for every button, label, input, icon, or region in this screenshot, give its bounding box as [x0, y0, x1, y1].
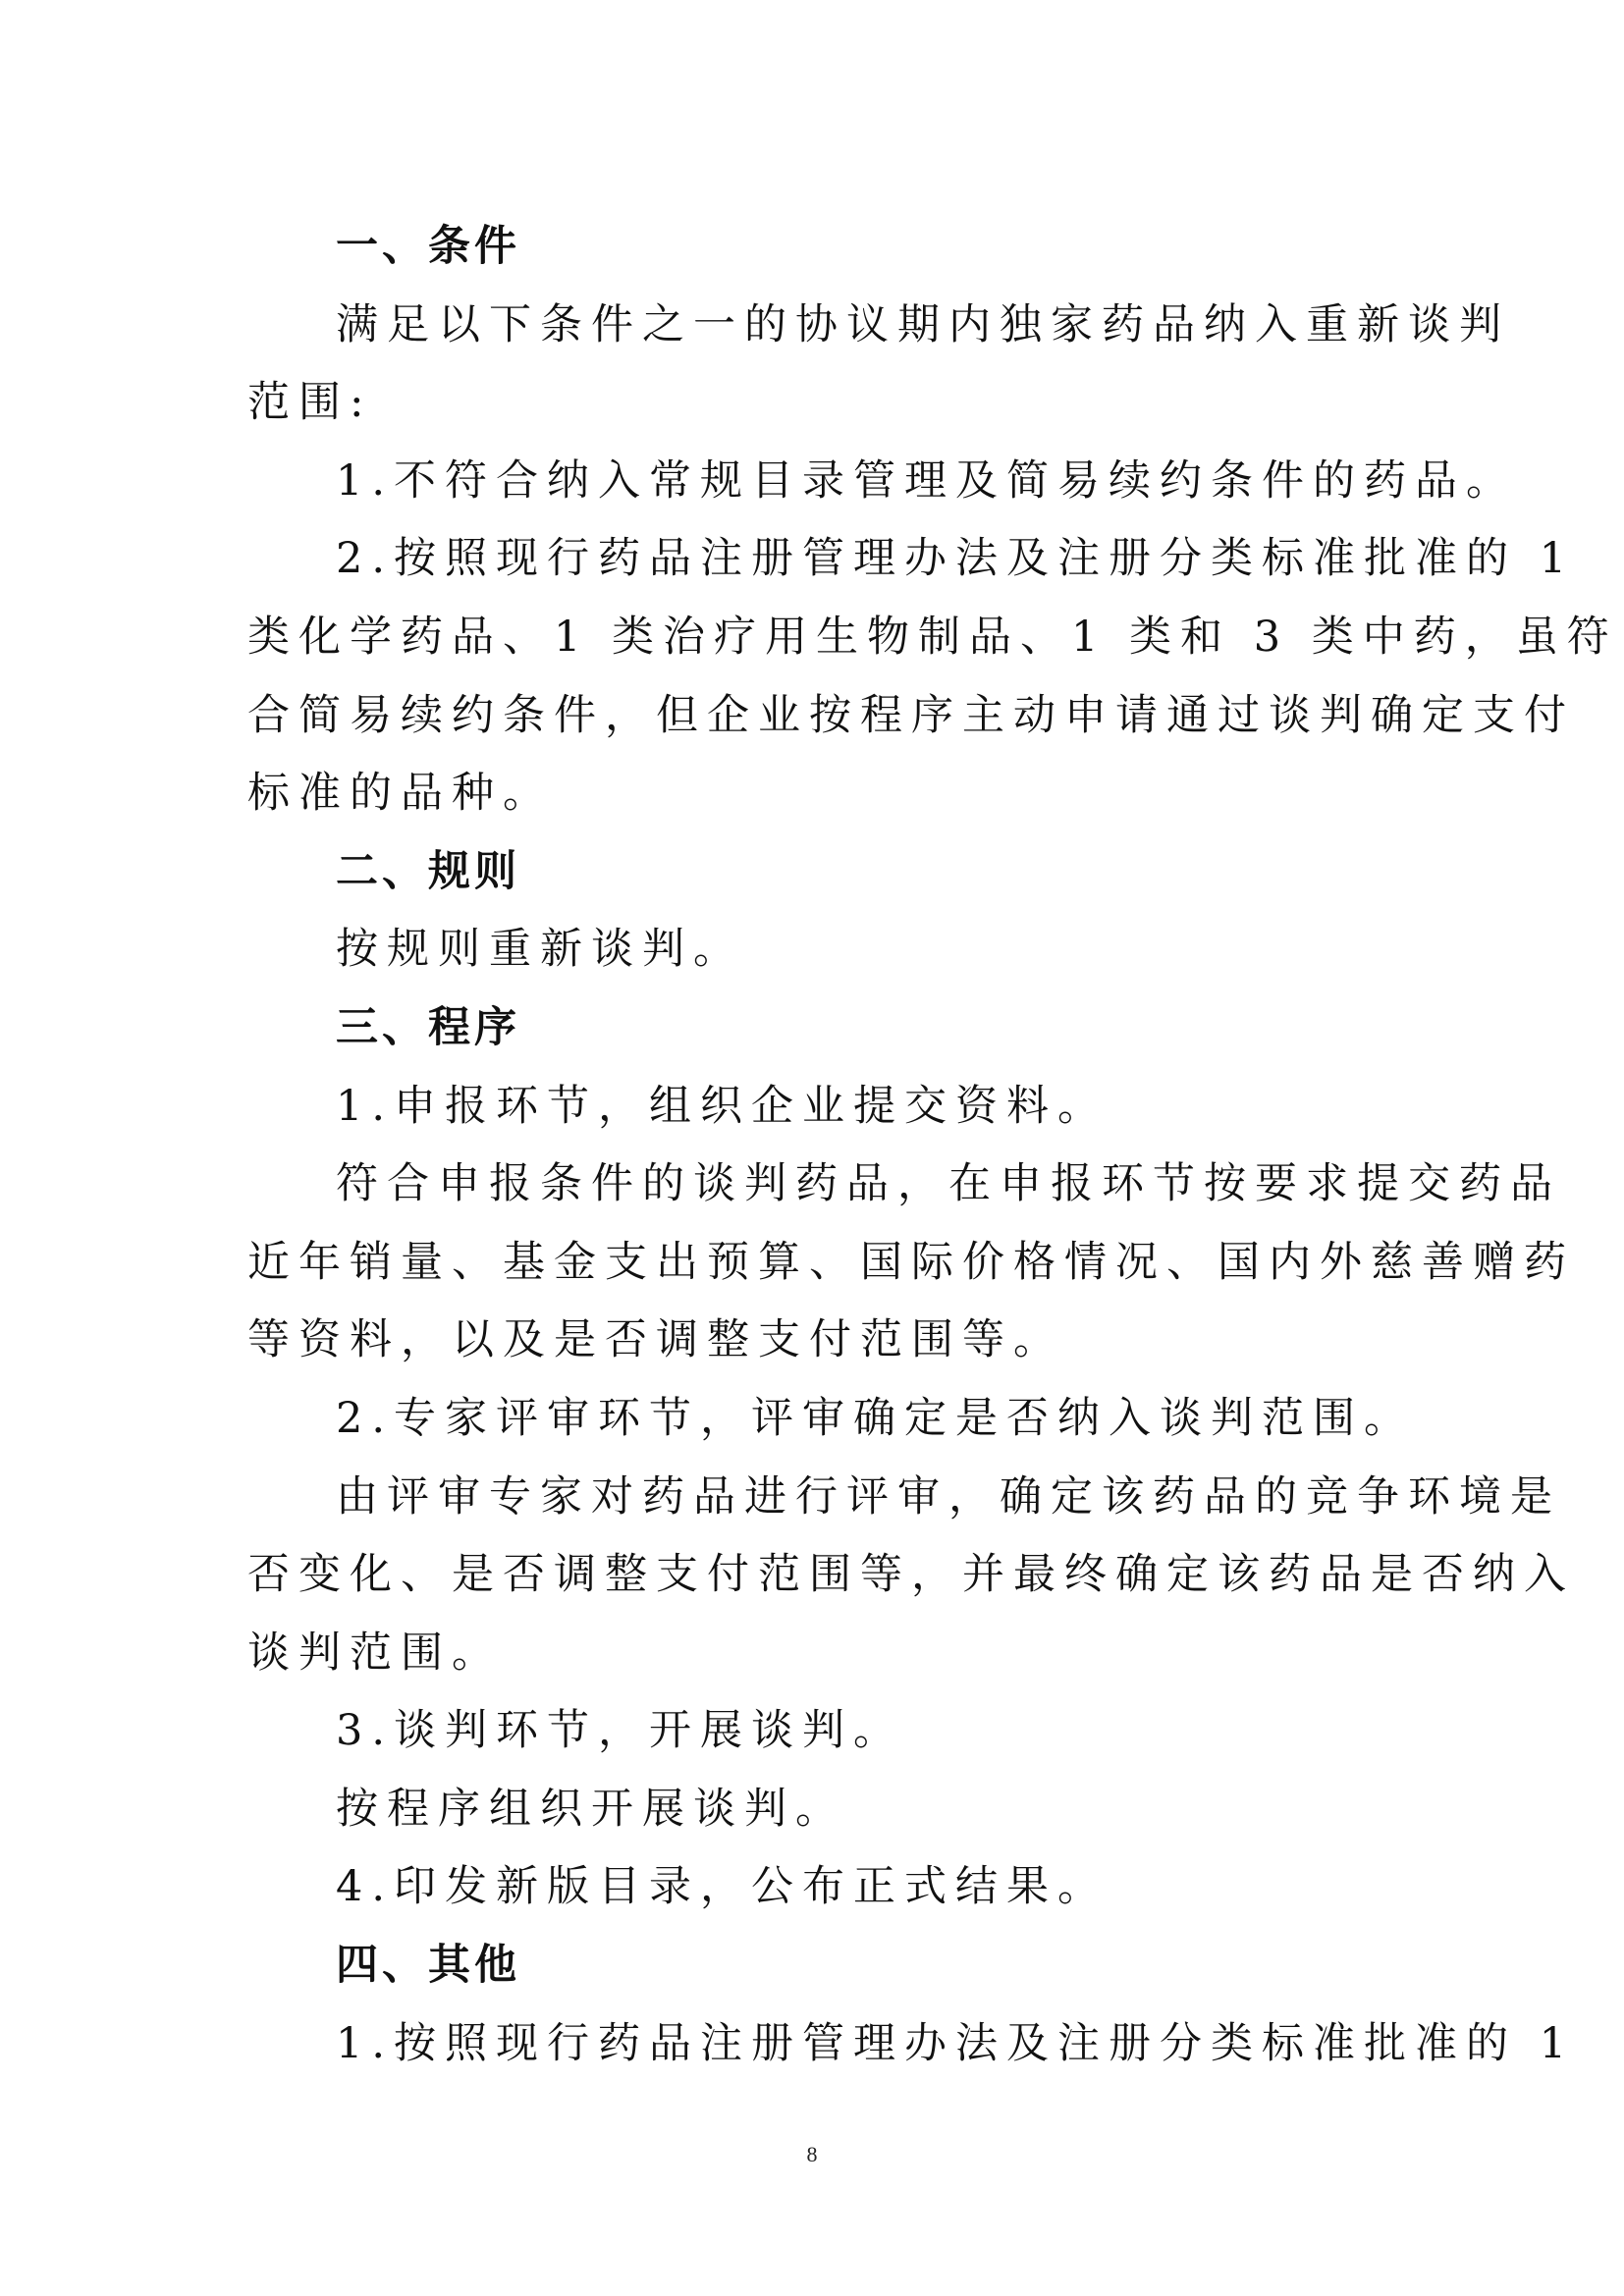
list-item-1: 1.申报环节，组织企业提交资料。 [336, 1081, 1110, 1131]
paragraph-line: 范围: [247, 378, 373, 428]
section-heading-procedure: 三、程序 [336, 1002, 520, 1052]
paragraph-line: 近年销量、基金支出预算、国际价格情况、国内外慈善赠药 [247, 1237, 1575, 1287]
list-item-2: 2.按照现行药品注册管理办法及注册分类标准批准的 1 [336, 534, 1576, 584]
section-heading-other: 四、其他 [336, 1941, 520, 1991]
list-item-1: 1.按照现行药品注册管理办法及注册分类标准批准的 1 [336, 2018, 1576, 2068]
paragraph-line: 由评审专家对药品进行评审，确定该药品的竞争环境是 [336, 1471, 1561, 1522]
list-item-1: 1.不符合纳入常规目录管理及简易续约条件的药品。 [336, 455, 1518, 506]
paragraph-line: 谈判范围。 [247, 1628, 503, 1678]
list-item-3: 3.谈判环节，开展谈判。 [336, 1706, 905, 1756]
section-heading-conditions: 一、条件 [336, 222, 520, 271]
paragraph-line: 合简易续约条件，但企业按程序主动申请通过谈判确定支付 [247, 690, 1575, 740]
paragraph-line: 按规则重新谈判。 [336, 925, 744, 975]
list-item-2: 2.专家评审环节，评审确定是否纳入谈判范围。 [336, 1393, 1416, 1443]
section-heading-rules: 二、规则 [336, 846, 520, 896]
paragraph-line: 等资料，以及是否调整支付范围等。 [247, 1315, 1064, 1365]
paragraph-line: 否变化、是否调整支付范围等，并最终确定该药品是否纳入 [247, 1550, 1575, 1600]
paragraph-line: 满足以下条件之一的协议期内独家药品纳入重新谈判 [336, 299, 1510, 349]
paragraph-line: 标准的品种。 [247, 769, 554, 819]
document-body [247, 208, 1618, 2083]
list-item-4: 4.印发新版目录，公布正式结果。 [336, 1862, 1110, 1912]
paragraph-line: 符合申报条件的谈判药品，在申报环节按要求提交药品 [336, 1159, 1561, 1209]
paragraph-line: 类化学药品、1 类治疗用生物制品、1 类和 3 类中药，虽符 [247, 612, 1618, 662]
page-number: 8 [806, 2142, 818, 2166]
paragraph-line: 按程序组织开展谈判。 [336, 1784, 846, 1834]
